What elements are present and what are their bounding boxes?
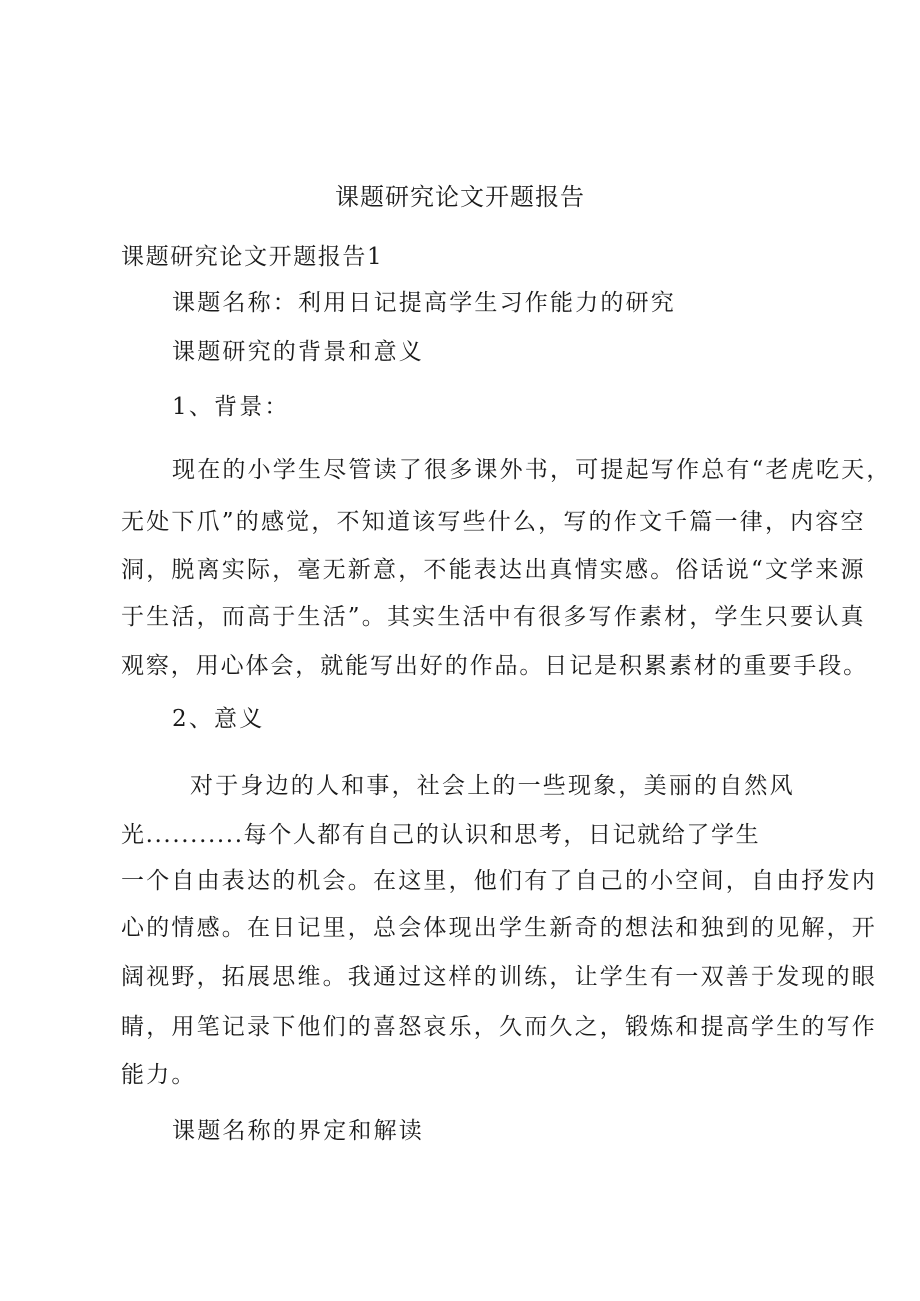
background-label: 1、背景： bbox=[172, 394, 290, 420]
meaning-paragraph-line: 阔视野，拓展思维。我通过这样的训练，让学生有一双善于发现的眼 bbox=[121, 964, 877, 990]
meaning-paragraph-line: 对于身边的人和事，社会上的一些现象，美丽的自然风 bbox=[190, 773, 795, 799]
definition-heading: 课题名称的界定和解读 bbox=[172, 1118, 424, 1144]
meaning-label: 2、意义 bbox=[172, 706, 265, 732]
meaning-paragraph-line: 能力。 bbox=[121, 1062, 197, 1088]
document-title: 课题研究论文开题报告 bbox=[335, 183, 585, 211]
topic-name: 课题名称：利用日记提高学生习作能力的研究 bbox=[172, 290, 676, 316]
section-title: 课题研究论文开题报告1 bbox=[121, 244, 384, 270]
background-paragraph-line: 洞，脱离实际，毫无新意，不能表达出真情实感。俗话说“文学来源 bbox=[121, 557, 866, 583]
background-heading: 课题研究的背景和意义 bbox=[172, 339, 424, 365]
meaning-paragraph-line: 一个自由表达的机会。在这里，他们有了自己的小空间，自由抒发内 bbox=[121, 868, 877, 894]
background-paragraph-line: 现在的小学生尽管读了很多课外书，可提起写作总有“老虎吃天， bbox=[172, 457, 892, 483]
meaning-paragraph-line: 睛，用笔记录下他们的喜怒哀乐，久而久之，锻炼和提高学生的写作 bbox=[121, 1014, 877, 1040]
meaning-paragraph-line: 心的情感。在日记里，总会体现出学生新奇的想法和独到的见解，开 bbox=[121, 915, 877, 941]
background-paragraph-line: 无处下爪”的感觉，不知道该写些什么，写的作文千篇一律，内容空 bbox=[121, 509, 866, 535]
background-paragraph-line: 于生活，而高于生活”。其实生活中有很多写作素材，学生只要认真 bbox=[121, 604, 866, 630]
background-paragraph-line: 观察，用心体会，就能写出好的作品。日记是积累素材的重要手段。 bbox=[121, 653, 868, 679]
meaning-paragraph-line: 光...........每个人都有自己的认识和思考，日记就给了学生 bbox=[121, 822, 761, 848]
